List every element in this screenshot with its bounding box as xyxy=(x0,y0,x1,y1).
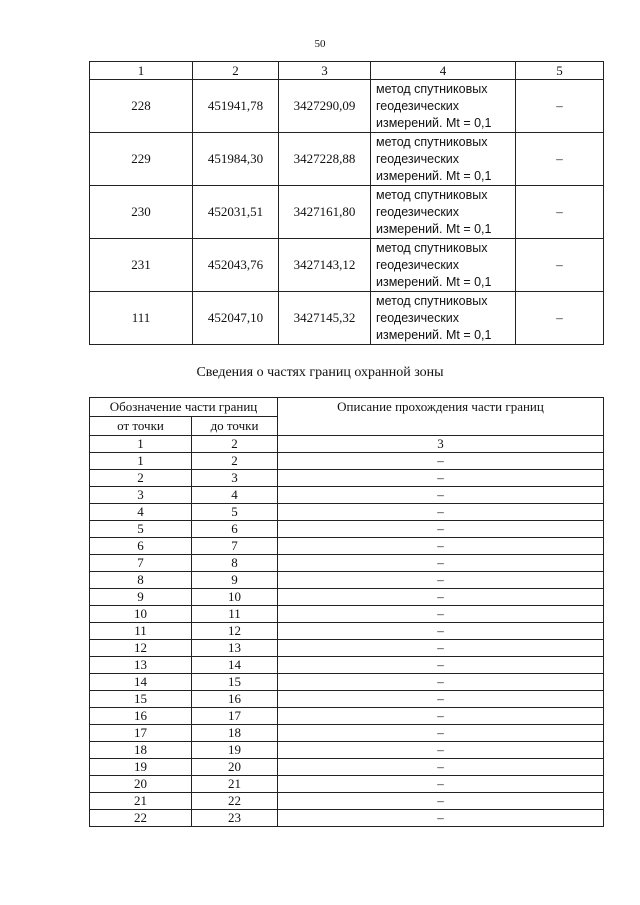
col-header: 4 xyxy=(371,62,516,80)
table-row xyxy=(90,776,604,793)
from-point-cell: 15 xyxy=(90,691,192,708)
table-row xyxy=(90,589,604,606)
column-number-row xyxy=(90,436,604,453)
description-cell: – xyxy=(278,708,604,725)
part-designation-header: Обозначение части границ xyxy=(90,398,278,417)
x-coordinate-cell: 452047,10 xyxy=(193,292,279,345)
table-row xyxy=(90,538,604,555)
table-row xyxy=(90,623,604,640)
method-cell xyxy=(371,133,516,186)
point-cell: 230 xyxy=(90,186,193,239)
y-coordinate-cell: 3427290,09 xyxy=(279,80,371,133)
description-cell: – xyxy=(278,555,604,572)
page-number: 50 xyxy=(314,38,326,50)
table-row xyxy=(90,725,604,742)
table-row xyxy=(90,487,604,504)
to-point-cell: 4 xyxy=(192,487,278,504)
from-point-cell: 4 xyxy=(90,504,192,521)
from-point-cell: 2 xyxy=(90,470,192,487)
to-point-cell: 18 xyxy=(192,725,278,742)
from-point-cell: 21 xyxy=(90,793,192,810)
point-cell: 228 xyxy=(90,80,193,133)
point-cell: 111 xyxy=(90,292,193,345)
y-coordinate-cell: 3427161,80 xyxy=(279,186,371,239)
from-point-cell: 11 xyxy=(90,623,192,640)
to-point-cell: 14 xyxy=(192,657,278,674)
point-cell: 231 xyxy=(90,239,193,292)
boundary-parts-table xyxy=(89,397,604,827)
from-point-cell: 22 xyxy=(90,810,192,827)
table-row xyxy=(90,521,604,538)
to-point-cell: 3 xyxy=(192,470,278,487)
description-cell: – xyxy=(278,810,604,827)
from-point-cell: 16 xyxy=(90,708,192,725)
to-point-cell: 10 xyxy=(192,589,278,606)
description-cell: – xyxy=(278,623,604,640)
from-point-cell: 13 xyxy=(90,657,192,674)
to-point-cell: 8 xyxy=(192,555,278,572)
to-point-cell: 7 xyxy=(192,538,278,555)
to-point-cell: 9 xyxy=(192,572,278,589)
method-line: измерений. Mt = 0,1 xyxy=(376,274,492,289)
description-cell: – xyxy=(278,487,604,504)
method-line: геодезических xyxy=(376,98,460,113)
method-line: геодезических xyxy=(376,204,460,219)
column-number: 3 xyxy=(278,436,604,453)
y-coordinate-cell: 3427145,32 xyxy=(279,292,371,345)
to-point-cell: 16 xyxy=(192,691,278,708)
table-row xyxy=(90,504,604,521)
to-point-cell: 21 xyxy=(192,776,278,793)
description-cell: – xyxy=(278,504,604,521)
y-coordinate-cell: 3427143,12 xyxy=(279,239,371,292)
from-point-cell: 7 xyxy=(90,555,192,572)
table-row xyxy=(90,691,604,708)
description-cell: – xyxy=(278,759,604,776)
table-row xyxy=(90,793,604,810)
table-row xyxy=(90,742,604,759)
to-point-cell: 6 xyxy=(192,521,278,538)
description-cell: – xyxy=(278,776,604,793)
method-line: измерений. Mt = 0,1 xyxy=(376,168,492,183)
table-row xyxy=(90,292,604,345)
table-row xyxy=(90,239,604,292)
col-header: 1 xyxy=(90,62,193,80)
x-coordinate-cell: 451984,30 xyxy=(193,133,279,186)
col-header: 5 xyxy=(516,62,604,80)
table-row xyxy=(90,186,604,239)
table-row xyxy=(90,470,604,487)
from-point-cell: 10 xyxy=(90,606,192,623)
to-point-cell: 15 xyxy=(192,674,278,691)
method-line: метод спутниковых xyxy=(376,293,488,308)
table-row xyxy=(90,759,604,776)
col-header: 2 xyxy=(193,62,279,80)
table-row xyxy=(90,572,604,589)
description-header: Описание прохождения части границ xyxy=(278,398,604,436)
method-cell xyxy=(371,292,516,345)
x-coordinate-cell: 452043,76 xyxy=(193,239,279,292)
table-row xyxy=(90,674,604,691)
to-point-cell: 13 xyxy=(192,640,278,657)
from-point-cell: 8 xyxy=(90,572,192,589)
from-point-cell: 20 xyxy=(90,776,192,793)
description-cell: – xyxy=(278,657,604,674)
from-point-cell: 5 xyxy=(90,521,192,538)
to-point-cell: 23 xyxy=(192,810,278,827)
point-cell: 229 xyxy=(90,133,193,186)
x-coordinate-cell: 452031,51 xyxy=(193,186,279,239)
from-point-cell: 19 xyxy=(90,759,192,776)
method-line: геодезических xyxy=(376,257,460,272)
note-cell: – xyxy=(516,239,604,292)
table-row xyxy=(90,453,604,470)
method-cell xyxy=(371,239,516,292)
description-cell: – xyxy=(278,470,604,487)
method-line: геодезических xyxy=(376,310,460,325)
column-number: 2 xyxy=(192,436,278,453)
to-point-cell: 2 xyxy=(192,453,278,470)
from-point-cell: 9 xyxy=(90,589,192,606)
method-line: измерений. Mt = 0,1 xyxy=(376,221,492,236)
method-line: измерений. Mt = 0,1 xyxy=(376,327,492,342)
from-point-cell: 12 xyxy=(90,640,192,657)
table-row xyxy=(90,708,604,725)
method-cell xyxy=(371,186,516,239)
from-point-cell: 6 xyxy=(90,538,192,555)
from-point-cell: 14 xyxy=(90,674,192,691)
col-header: 3 xyxy=(279,62,371,80)
table-row xyxy=(90,810,604,827)
to-point-cell: 20 xyxy=(192,759,278,776)
table-row xyxy=(90,657,604,674)
table-row xyxy=(90,606,604,623)
description-cell: – xyxy=(278,725,604,742)
description-cell: – xyxy=(278,589,604,606)
to-point-cell: 12 xyxy=(192,623,278,640)
method-line: измерений. Mt = 0,1 xyxy=(376,115,492,130)
to-point-cell: 11 xyxy=(192,606,278,623)
to-point-header: до точки xyxy=(192,417,278,436)
note-cell: – xyxy=(516,292,604,345)
method-line: метод спутниковых xyxy=(376,187,488,202)
column-number: 1 xyxy=(90,436,192,453)
description-cell: – xyxy=(278,674,604,691)
note-cell: – xyxy=(516,80,604,133)
header-row xyxy=(90,62,604,80)
from-point-header: от точки xyxy=(90,417,192,436)
section-title: Сведения о частях границ охранной зоны xyxy=(196,365,444,380)
description-cell: – xyxy=(278,572,604,589)
from-point-cell: 3 xyxy=(90,487,192,504)
table-row xyxy=(90,555,604,572)
description-cell: – xyxy=(278,640,604,657)
to-point-cell: 22 xyxy=(192,793,278,810)
header-row xyxy=(90,398,604,417)
from-point-cell: 1 xyxy=(90,453,192,470)
method-line: геодезических xyxy=(376,151,460,166)
description-cell: – xyxy=(278,538,604,555)
table-row xyxy=(90,133,604,186)
coordinates-table xyxy=(89,61,604,345)
method-line: метод спутниковых xyxy=(376,134,488,149)
description-cell: – xyxy=(278,691,604,708)
from-point-cell: 18 xyxy=(90,742,192,759)
note-cell: – xyxy=(516,133,604,186)
to-point-cell: 5 xyxy=(192,504,278,521)
description-cell: – xyxy=(278,793,604,810)
to-point-cell: 17 xyxy=(192,708,278,725)
y-coordinate-cell: 3427228,88 xyxy=(279,133,371,186)
from-point-cell: 17 xyxy=(90,725,192,742)
description-cell: – xyxy=(278,606,604,623)
description-cell: – xyxy=(278,742,604,759)
table-row xyxy=(90,640,604,657)
method-line: метод спутниковых xyxy=(376,240,488,255)
table-row xyxy=(90,80,604,133)
method-line: метод спутниковых xyxy=(376,81,488,96)
description-cell: – xyxy=(278,521,604,538)
description-cell: – xyxy=(278,453,604,470)
x-coordinate-cell: 451941,78 xyxy=(193,80,279,133)
note-cell: – xyxy=(516,186,604,239)
to-point-cell: 19 xyxy=(192,742,278,759)
method-cell xyxy=(371,80,516,133)
